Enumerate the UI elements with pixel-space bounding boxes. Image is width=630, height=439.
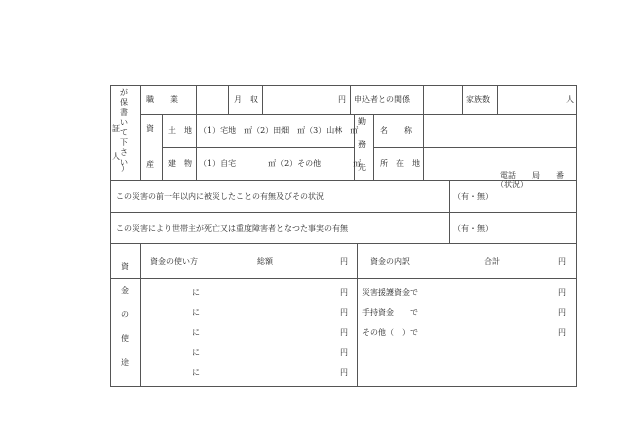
land-label: 土 地 xyxy=(168,126,192,135)
income-yen-unit: 円 xyxy=(338,95,346,104)
rule-assets-end xyxy=(354,114,355,180)
usage-row-yen: 円 xyxy=(340,348,348,357)
fund-usage-label-2: 金 xyxy=(121,286,129,295)
rule-guarantor-label xyxy=(140,85,141,180)
monthly-income-field[interactable] xyxy=(263,86,349,113)
guarantor-label-nin: 人 xyxy=(112,152,120,161)
breakdown-row-label: その他（ ）で xyxy=(362,328,418,337)
workplace-label-2: 務 xyxy=(358,140,366,149)
rule-disaster-bottom xyxy=(110,212,577,213)
workplace-label-1: 勤 xyxy=(358,117,366,126)
guarantor-vertical-label: が 保 書 い て 下 さ い xyxy=(120,88,128,167)
monthly-income-label: 月 収 xyxy=(234,95,258,104)
family-count-field[interactable] xyxy=(498,86,575,113)
usage-row-ni: に xyxy=(192,308,200,317)
breakdown-row-label: 手持資金 で xyxy=(362,308,418,317)
rule-assets-type-end xyxy=(196,114,197,180)
usage-row-yen: 円 xyxy=(340,308,348,317)
disaster-status-label: （状況） xyxy=(496,180,528,189)
rule-fund-label-end xyxy=(140,243,141,386)
fund-usage-label-5: 途 xyxy=(121,358,129,367)
breakdown-header-label: 資金の内訳 xyxy=(370,257,410,266)
land-detail[interactable]: （1）宅地 ㎡（2）田畑 ㎡（3）山林 ㎡ xyxy=(199,126,359,135)
breakdown-row-yen: 円 xyxy=(558,328,566,337)
fund-usage-label-1: 資 xyxy=(121,262,129,271)
usage-row-yen: 円 xyxy=(340,288,348,297)
rule-bottom xyxy=(110,386,577,387)
workplace-phone-label: 電話 局 番 xyxy=(500,171,564,180)
breakdown-row-yen: 円 xyxy=(558,288,566,297)
rule-fund-header-bottom xyxy=(110,278,577,279)
rule-relation-start xyxy=(350,85,351,114)
usage-row-ni: に xyxy=(192,328,200,337)
breakdown-row-yen: 円 xyxy=(558,308,566,317)
fund-usage-label-4: 使 xyxy=(121,334,129,343)
usage-row-ni: に xyxy=(192,348,200,357)
disaster-history-answer[interactable]: （有・無） xyxy=(453,192,493,201)
workplace-name-label: 名 称 xyxy=(380,126,412,135)
guarantor-label-paren: ） xyxy=(121,164,129,173)
assets-label-bottom: 産 xyxy=(146,160,154,169)
rule-fund-split xyxy=(357,243,358,386)
rule-workplace-label-end xyxy=(373,114,374,180)
breakdown-sum-yen: 円 xyxy=(558,257,566,266)
relation-field[interactable] xyxy=(424,86,461,113)
death-disability-question: この災害により世帯主が死亡又は重度障害者となつた事実の有無 xyxy=(116,224,348,233)
breakdown-sum-header: 合計 xyxy=(484,257,500,266)
rule-family-start xyxy=(462,85,463,114)
rule-assets-mid xyxy=(162,147,354,148)
rule-death-bottom xyxy=(110,243,577,244)
rule-right xyxy=(576,85,577,386)
occupation-label: 職 業 xyxy=(146,95,178,104)
disaster-history-question: この災害の前一年以内に被災したことの有無及びその状況 xyxy=(116,192,324,201)
family-count-label: 家族数 xyxy=(466,95,490,104)
building-label: 建 物 xyxy=(168,159,192,168)
usage-total-header: 総額 xyxy=(257,257,273,266)
rule-left xyxy=(110,85,111,386)
usage-row-ni: に xyxy=(192,368,200,377)
workplace-name-field[interactable] xyxy=(424,115,575,146)
workplace-address-label: 所 在 地 xyxy=(380,159,420,168)
usage-total-yen: 円 xyxy=(340,257,348,266)
breakdown-row-label: 災害援護資金で xyxy=(362,288,418,297)
usage-row-yen: 円 xyxy=(340,368,348,377)
usage-row-ni: に xyxy=(192,288,200,297)
occupation-field[interactable] xyxy=(197,86,227,113)
family-persons-unit: 人 xyxy=(566,95,574,104)
usage-header-label: 資金の使い方 xyxy=(150,257,198,266)
disaster-status-field[interactable] xyxy=(490,190,574,210)
relation-label: 申込者との関係 xyxy=(354,95,410,104)
fund-usage-label-3: の xyxy=(121,310,129,319)
rule-assets-label-end xyxy=(162,114,163,180)
building-detail[interactable]: （1）自宅 ㎡（2）その他 ㎡ xyxy=(199,159,362,168)
death-disability-answer[interactable]: （有・無） xyxy=(453,224,493,233)
workplace-label-3: 先 xyxy=(358,163,366,172)
usage-row-yen: 円 xyxy=(340,328,348,337)
rule-income-label-start xyxy=(228,85,229,114)
guarantor-label-shou: 証 xyxy=(112,124,120,133)
assets-label-top: 資 xyxy=(146,124,154,133)
rule-answer-start xyxy=(449,180,450,243)
